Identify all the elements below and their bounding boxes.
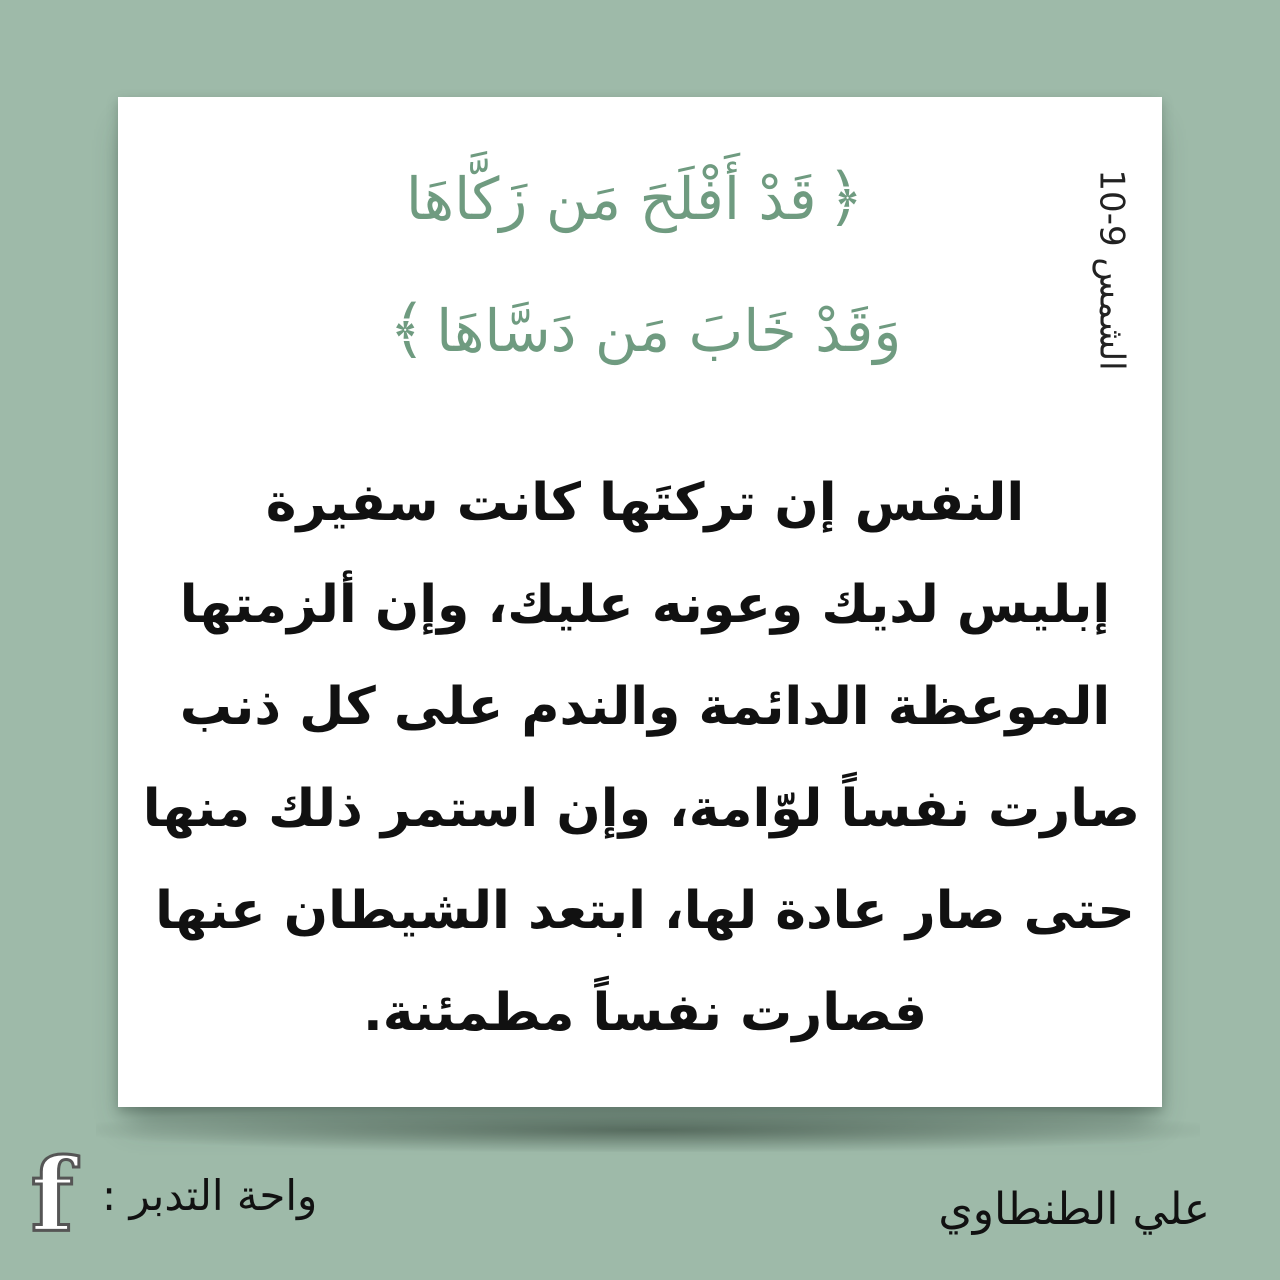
verse-line-1-text: قَدْ أَفْلَحَ مَن زَكَّاهَا (405, 165, 817, 233)
facebook-page-label: واحة التدبر : (102, 1170, 318, 1220)
author-name: علي الطنطاوي (938, 1184, 1210, 1235)
quote-line-1: النفس إن تركتَها كانت سفيرة (265, 473, 1025, 533)
quote-line-3: الموعظة الدائمة والندم على كل ذنب (179, 677, 1111, 737)
quote-line-2: إبليس لديك وعونه عليك، وإن ألزمتها (179, 575, 1111, 635)
verse-close-bracket: ﴾ (388, 293, 427, 367)
quote-line-4: صارت نفساً لوّامة، وإن استمر ذلك منها (142, 779, 1140, 839)
quote-line-6: فصارت نفساً مطمئنة. (362, 983, 928, 1043)
verse-line-2 (270, 292, 1010, 382)
surah-reference (1082, 150, 1142, 390)
verse-line-2-text: وَقَدْ خَابَ مَن دَسَّاهَا (436, 297, 902, 365)
card-shadow (96, 1108, 1200, 1152)
surah-reference-text: الشمس 9-10 (1092, 169, 1133, 371)
facebook-page-credit (22, 1136, 318, 1254)
quote-line-5: حتى صار عادة لها، ابتعد الشيطان عنها (155, 881, 1135, 941)
facebook-icon: f (30, 1136, 74, 1254)
verse-open-bracket: ﴿ (826, 161, 865, 235)
quote-text (142, 452, 1140, 1064)
verse-line-1 (270, 160, 1010, 250)
